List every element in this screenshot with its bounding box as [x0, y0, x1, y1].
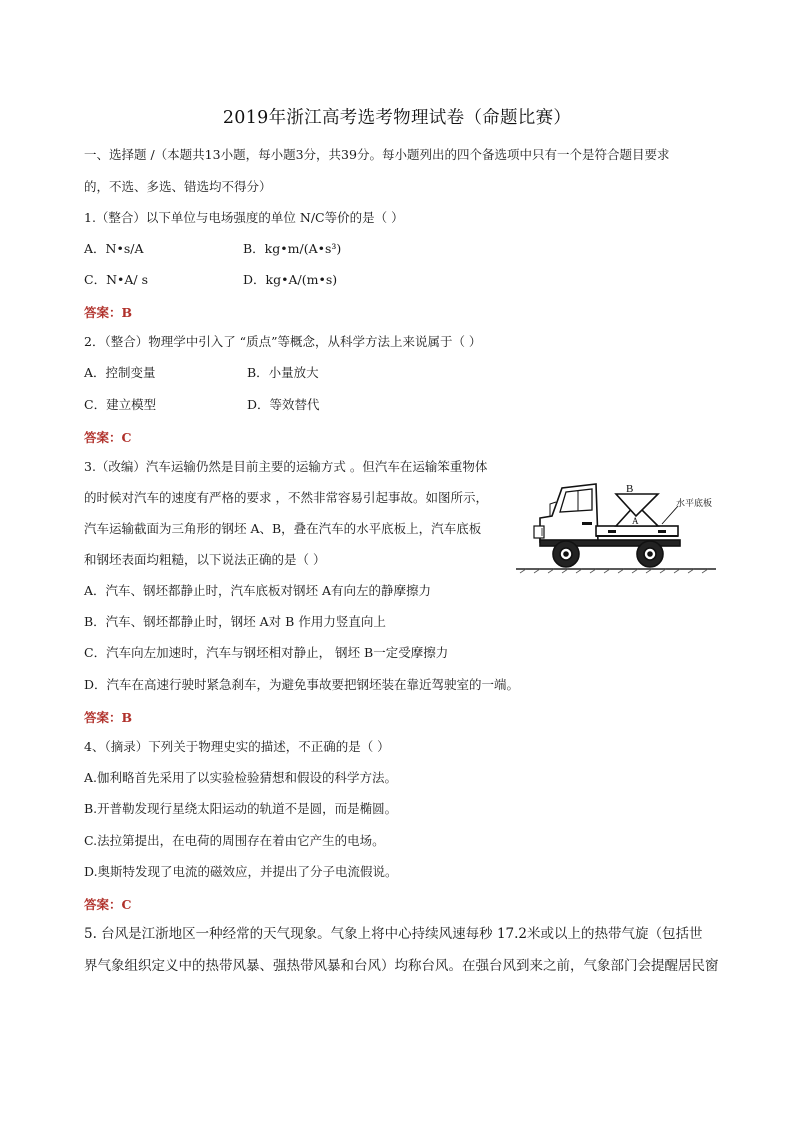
q3-option-a: A．汽车、钢坯都静止时，汽车底板对钢坯 A有向左的静摩擦力: [84, 583, 432, 598]
q4-stem: 4、（摘录）下列关于物理史实的描述，不正确的是（ ）: [84, 739, 390, 754]
label-horizontal-plate: 水平底板: [676, 499, 713, 509]
q1-option-a: A．N•s/A: [84, 241, 144, 256]
q1-option-c: C．N•A/ s: [84, 272, 149, 287]
q3-option-b: B．汽车、钢坯都静止时，钢坯 A对 B 作用力竖直向上: [84, 614, 386, 629]
section-instructions-line-1: 一、选择题 /（本题共13小题，每小题3分，共39分。每小题列出的四个备选项中只有一个是符合题目要求: [84, 147, 670, 162]
q3-option-d: D．汽车在高速行驶时紧急刹车，为避免事故要把钢坯装在靠近驾驶室的一端。: [84, 677, 520, 692]
q1-stem: 1.（整合）以下单位与电场强度的单位 N/C等价的是（ ）: [84, 210, 404, 225]
label-b: B: [626, 483, 634, 495]
q3-option-c: C．汽车向左加速时，汽车与钢坯相对静止， 钢坯 B一定受摩擦力: [84, 645, 449, 660]
q2-stem: 2．（整合）物理学中引入了 “质点”等概念，从科学方法上来说属于（ ）: [84, 334, 482, 349]
q2-option-a: A．控制变量: [84, 365, 156, 380]
q4-option-b: B.开普勒发现行星绕太阳运动的轨道不是圆，而是椭圆。: [84, 801, 398, 816]
q1-answer: 答案：B: [84, 305, 133, 320]
q2-option-d: D．等效替代: [247, 397, 320, 412]
q3-stem-line-1: 3.（改编）汽车运输仍然是目前主要的运输方式 。但汽车在运输笨重物体: [84, 459, 488, 474]
q2-option-c: C．建立模型: [84, 397, 157, 412]
q4-option-a: A.伽利略首先采用了以实验检验猜想和假设的科学方法。: [84, 770, 398, 785]
q4-answer: 答案：C: [84, 897, 132, 912]
exam-title: 2019年浙江高考选考物理试卷（命题比赛）: [222, 108, 572, 128]
q3-stem-line-3: 汽车运输截面为三角形的钢坯 A、B，叠在汽车的水平底板上，汽车底板: [84, 521, 482, 536]
q4-option-d: D.奥斯特发现了电流的磁效应，并提出了分子电流假说。: [84, 864, 398, 879]
q1-option-d: D．kg•A/(m•s): [243, 272, 338, 287]
q3-stem-line-2: 的时候对汽车的速度有严格的要求 ，不然非常容易引起事故。如图所示，: [84, 490, 488, 505]
q2-answer: 答案：C: [84, 430, 132, 445]
q3-stem-line-4: 和钢坯表面均粗糙，以下说法正确的是（ ）: [84, 552, 326, 567]
label-a: A: [632, 516, 639, 526]
q5-stem-line-1: 5. 台风是江浙地区一种经常的天气现象。气象上将中心持续风速每秒 17.2米或以上的热带气旋（包括世: [84, 926, 703, 942]
q5-stem-line-2: 界气象组织定义中的热带风暴、强热带风暴和台风）均称台风。在强台风到来之前，气象部门会提醒居民窗: [84, 958, 719, 974]
truck-cab: [534, 484, 598, 542]
q3-answer: 答案：B: [84, 710, 133, 725]
billet-b: [616, 494, 658, 516]
q1-option-b: B．kg•m/(A•s³): [243, 241, 342, 256]
q4-option-c: C.法拉第提出，在电荷的周围存在着由它产生的电场。: [84, 833, 385, 848]
section-instructions-line-2: 的，不选、多选、错选均不得分）: [84, 179, 272, 194]
q2-option-b: B．小量放大: [247, 365, 319, 380]
truck-figure: [512, 470, 720, 580]
